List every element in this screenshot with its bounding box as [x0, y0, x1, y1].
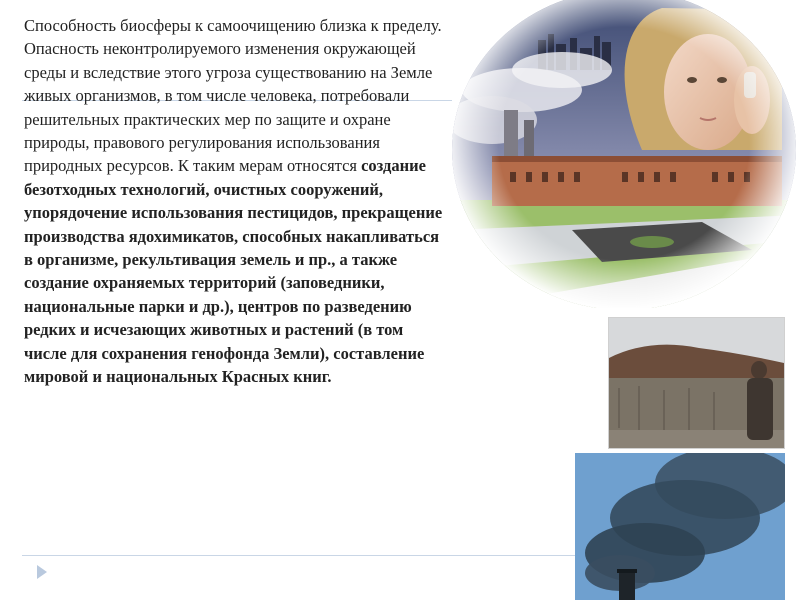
next-arrow-icon[interactable]: [37, 565, 47, 579]
bottom-divider-line: [22, 555, 582, 556]
smokestack-photo: [575, 453, 785, 600]
slide-body-text: [24, 14, 444, 389]
environment-collage-image: [452, 0, 800, 308]
body-text-bold-measures: создание безотходных технологий, очистных сооружений, упорядочение использования пестицидов, прекращение производства ядохимикатов, способных накапливаться в организме, рекультивация земель и пр., а также создание охраняемых территорий (заповедники, национальные парки и др.), центров по разведению редких и исчезающих животных и растений (в том числе для сохранения генофонда Земли), составление мировой и национальных Красных книг.: [24, 156, 443, 387]
polluted-field-photo: [608, 317, 785, 449]
body-text-regular: Способность биосферы к самоочищению близка к пределу. Опасность неконтролируемого изменения окружающей среды и вследствие этого угроза существованию на Земле живых организмов, в том числе человека, потребовали решительных практических мер по защите и охране природы, правового регулирования использования природных ресурсов. К таким мерам относятся: [24, 16, 442, 176]
